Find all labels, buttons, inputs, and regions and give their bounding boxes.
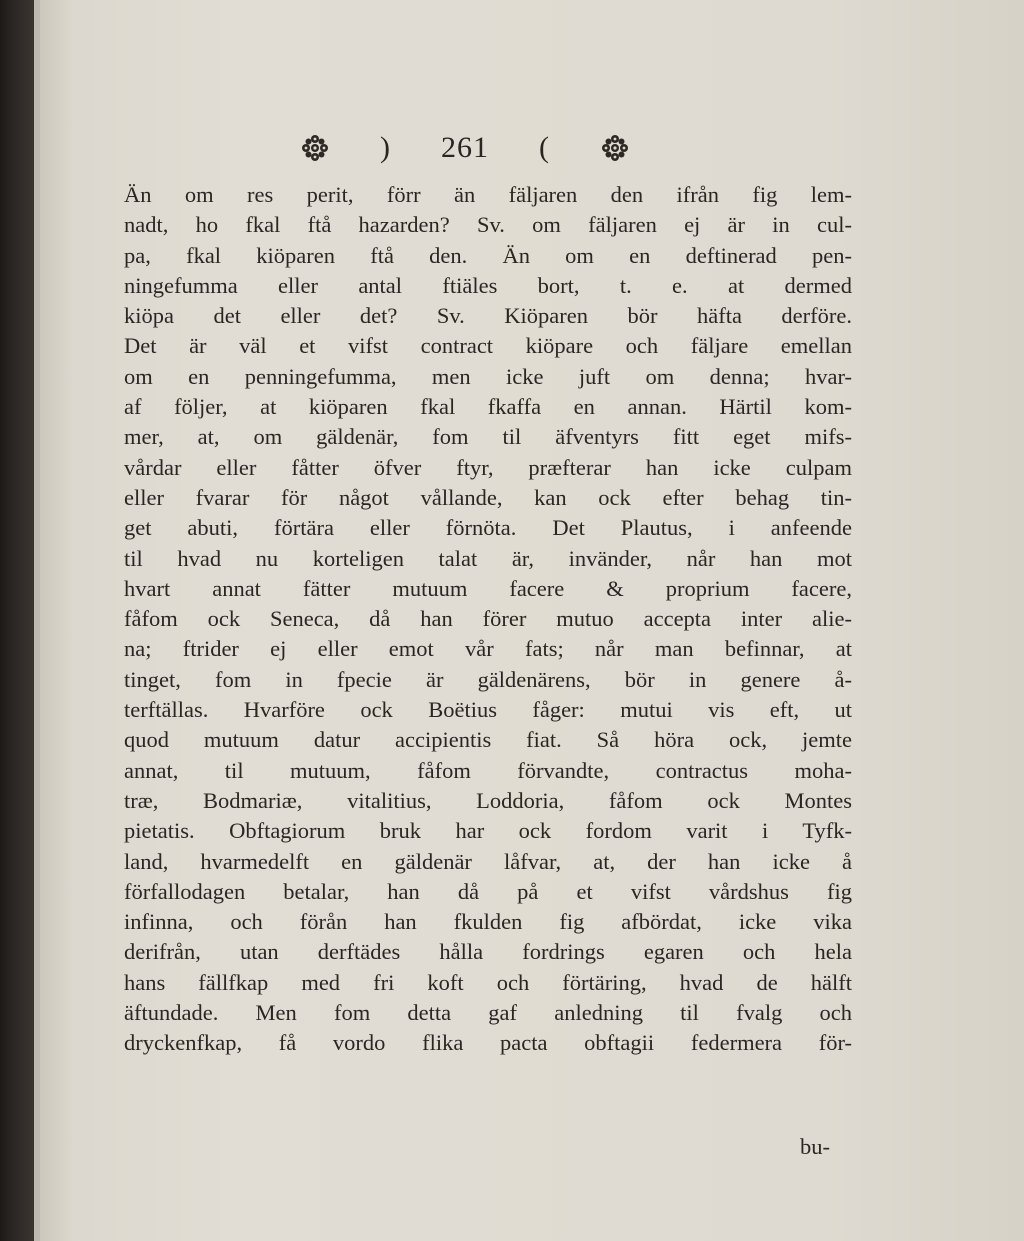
text-line: dryckenfkap, få vordo flika pacta obftagii federmera för- (124, 1030, 852, 1056)
book-binding (0, 0, 34, 1241)
text-line: äftundade. Men fom detta gaf anledning til fvalg och (124, 1000, 852, 1026)
text-line: hans fällfkap med fri koft och förtäring, hvad de hälft (124, 969, 852, 995)
text-line: vårdar eller fåtter öfver ftyr, præfterar han icke culpam (124, 454, 852, 480)
header-left-bracket: ) (380, 131, 391, 164)
text-line: förfallodagen betalar, han då på et vifst vårdshus fig (124, 878, 852, 904)
text-line: derifrån, utan derftädes hålla fordrings egaren och hela (124, 939, 852, 965)
flower-ornament-icon (600, 133, 630, 163)
text-line: mer, at, om gäldenär, fom til äfventyrs fitt eget mifs- (124, 424, 852, 450)
header-right-bracket: ( (539, 131, 550, 164)
page-edge (34, 0, 40, 1241)
catchword: bu- (800, 1134, 830, 1159)
text-line: til hvad nu korteligen talat är, invänder, når han mot (124, 545, 852, 571)
text-line: hvart annat fätter mutuum facere & proprium facere, (124, 575, 852, 601)
text-line: pa, fkal kiöparen ftå den. Än om en deftinerad pen- (124, 242, 852, 268)
text-line: na; ftrider ej eller emot vår fats; når man befinnar, at (124, 636, 852, 662)
text-line: kiöpa det eller det? Sv. Kiöparen bör häfta derföre. (124, 303, 852, 329)
text-line: pietatis. Obftagiorum bruk har ock fordom varit i Tyfk- (124, 818, 852, 844)
page-header (300, 128, 630, 168)
text-line: eller fvarar för något vållande, kan ock efter behag tin- (124, 484, 852, 510)
text-line: træ, Bodmariæ, vitalitius, Loddoria, fåfom ock Montes (124, 787, 852, 813)
text-line: infinna, och förån han fkulden fig afbördat, icke vika (124, 909, 852, 935)
body-text (124, 180, 852, 1059)
text-line: tinget, fom in fpecie är gäldenärens, bör in genere å- (124, 666, 852, 692)
text-line: annat, til mutuum, fåfom förvandte, contractus moha- (124, 757, 852, 783)
text-line: terftällas. Hvarföre ock Boëtius fåger: mutui vis eft, ut (124, 697, 852, 723)
text-line: om en penningefumma, men icke juft om denna; hvar- (124, 363, 852, 389)
text-line: nadt, ho fkal ftå hazarden? Sv. om fäljaren ej är in cul- (124, 212, 852, 238)
text-line: ningefumma eller antal ftiäles bort, t. e. at dermed (124, 272, 852, 298)
text-line: land, hvarmedelft en gäldenär låfvar, at, der han icke å (124, 848, 852, 874)
text-line: get abuti, förtära eller förnöta. Det Plautus, i anfeende (124, 515, 852, 541)
text-line: Det är väl et vifst contract kiöpare och fäljare emellan (124, 333, 852, 359)
text-line: fåfom ock Seneca, då han förer mutuo accepta inter alie- (124, 606, 852, 632)
text-line: quod mutuum datur accipientis fiat. Så höra ock, jemte (124, 727, 852, 753)
flower-ornament-icon (300, 133, 330, 163)
text-line: af följer, at kiöparen fkal fkaffa en annan. Härtil kom- (124, 394, 852, 420)
text-line: Än om res perit, förr än fäljaren den ifrån fig lem- (124, 182, 852, 207)
page-number: 261 (441, 131, 489, 164)
